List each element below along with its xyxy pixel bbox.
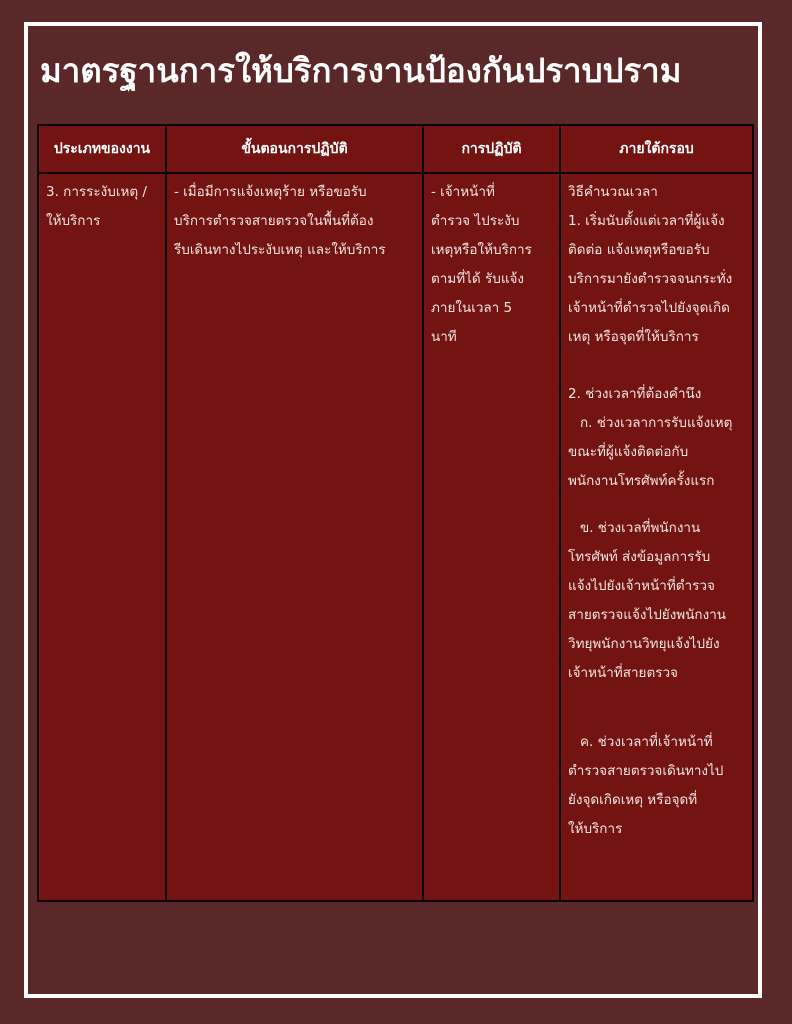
framework-item-1: 1. เริ่มนับตั้งแต่เวลาที่ผู้แจ้ง ติดต่อ แจ้งเหตุหรือขอรับ บริการมายังตำรวจจนกระทั่ง เจ้าหน้าที่ตำรวจไปยังจุดเกิด เหตุ หรือจุดที่ให้บริการ	[568, 213, 733, 345]
action-line: เหตุหรือให้บริการ	[431, 242, 532, 258]
procedure-line: บริการตำรวจสายตรวจในพื้นที่ต้อง	[174, 213, 374, 229]
procedure-line: รีบเดินทางไประงับเหตุ และให้บริการ	[174, 242, 386, 258]
header-action: การปฏิบัติ	[423, 125, 560, 173]
table-header-row	[38, 125, 753, 173]
cell-action	[423, 173, 560, 901]
spacer	[568, 496, 746, 514]
service-standard-table	[37, 124, 754, 902]
action-line: ตามที่ได้ รับแจ้ง	[431, 271, 525, 287]
action-line: ตำรวจ ไประงับ	[431, 213, 520, 229]
spacer	[568, 688, 746, 728]
framework-sub-c: ค. ช่วงเวลาที่เจ้าหน้าที่ ตำรวจสายตรวจเดินทางไป ยังจุดเกิดเหตุ หรือจุดที่ ให้บริการ	[568, 734, 724, 837]
header-procedure: ขั้นตอนการปฏิบัติ	[166, 125, 423, 173]
document-title: มาตรฐานการให้บริการงานป้องกันปราบปราม	[40, 51, 682, 90]
framework-sub-a: ก. ช่วงเวลาการรับแจ้งเหตุ ขณะที่ผู้แจ้งติดต่อกับ พนักงานโทรศัพท์ครั้งแรก	[568, 415, 733, 489]
table-row	[38, 173, 753, 901]
work-type-line: ให้บริการ	[46, 213, 101, 229]
framework-sub-b: ข. ช่วงเวลที่พนักงาน โทรศัพท์ ส่งข้อมูลการรับ แจ้งไปยังเจ้าหน้าที่ตำรวจ สายตรวจแจ้งไปยังพนักงาน วิทยุพนักงานวิทยุแจ้งไปยัง เจ้าหน้าที่สายตรวจ	[568, 520, 727, 681]
spacer	[568, 352, 746, 380]
action-line: ภายในเวลา 5	[431, 300, 513, 316]
cell-procedure	[166, 173, 423, 901]
cell-framework	[560, 173, 753, 901]
framework-heading: วิธีคำนวณเวลา	[568, 184, 658, 200]
action-line: - เจ้าหน้าที่	[431, 184, 495, 200]
header-work-type: ประเภทของงาน	[38, 125, 166, 173]
cell-work-type	[38, 173, 166, 901]
action-line: นาที	[431, 329, 457, 345]
header-framework: ภายใต้กรอบ	[560, 125, 753, 173]
work-type-line: 3. การระงับเหตุ /	[46, 184, 147, 200]
procedure-line: - เมื่อมีการแจ้งเหตุร้าย หรือขอรับ	[174, 184, 367, 200]
framework-item-2: 2. ช่วงเวลาที่ต้องคำนึง	[568, 386, 702, 402]
